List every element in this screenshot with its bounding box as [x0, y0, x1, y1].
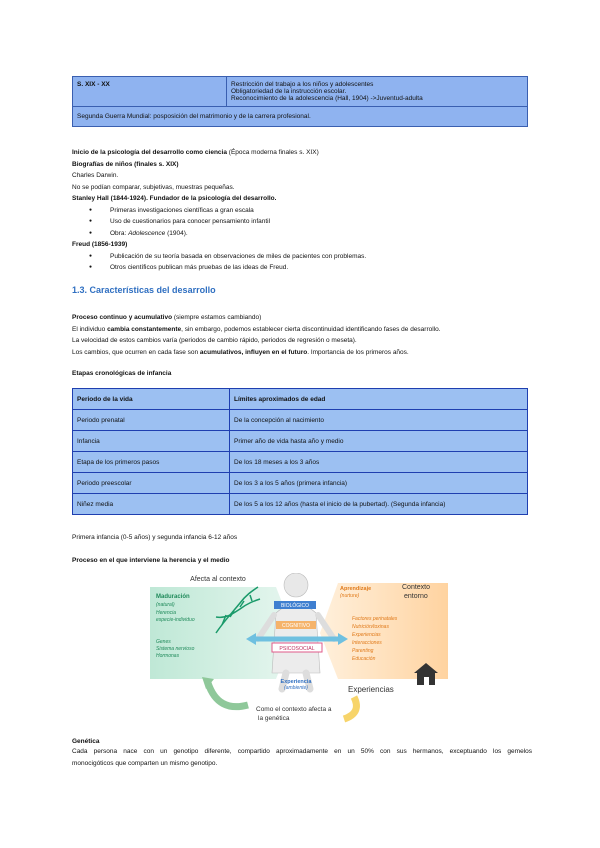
bottom-note-1: Como el contexto afecta a [256, 706, 332, 713]
characteristics-text [72, 312, 532, 358]
diagram-svg [148, 573, 450, 725]
left-item: Sistema nervioso [156, 646, 195, 652]
char-line-4: Los cambios, que ocurren en cada fase son acumulativos, influyen en el futuro. Importancia de los primeros años. [72, 348, 409, 356]
curved-arrow-right-icon [344, 697, 356, 719]
left-item: especie-individuo [156, 617, 195, 623]
list-item: ● Obra: Adolescence (1904). [72, 228, 532, 240]
event-line: Reconocimiento de la adolescencia (Hall, 1904) ->Juventud-adulta [231, 95, 423, 102]
history-line-3: Charles Darwin. [72, 172, 119, 179]
right-item: Educación [352, 656, 376, 662]
table-row [73, 494, 528, 515]
table-row [73, 431, 528, 452]
left-item: Herencia [156, 610, 177, 616]
top-label: Afecta al contexto [190, 576, 246, 583]
left-title: Maduración [156, 594, 190, 600]
history-line-1: Inicio de la psicología del desarrollo como ciencia (Época moderna finales s. XIX) [72, 149, 319, 156]
list-item: ● Publicación de su teoría basada en observaciones de miles de pacientes con problemas. [72, 251, 532, 263]
curved-arrow-left-icon [208, 683, 248, 707]
table-row [73, 473, 528, 494]
event-line: Obligatoriedad de la instrucción escolar. [231, 88, 347, 95]
history-line-6: Freud (1856-1939) [72, 241, 128, 248]
label-psychosocial: PSICOSOCIAL [279, 646, 315, 652]
table-cell: Primer año de vida hasta año y medio [230, 431, 528, 452]
left-item: Hormonas [156, 653, 180, 659]
center-bottom-title: Experiencia [280, 679, 312, 685]
genetics-line-2: monocigóticos que comparten un mismo genotipo. [72, 759, 218, 767]
experiences-label: Experiencias [348, 685, 394, 694]
right-item: Nutrición/toxinas [352, 624, 389, 630]
table-cell: De los 5 a los 12 años (hasta el inicio de la pubertad). (Segunda infancia) [230, 494, 528, 515]
history-line-5: Stanley Hall (1844-1924). Fundador de la psicología del desarrollo. [72, 195, 277, 202]
table-cell: Periodo preescolar [73, 473, 230, 494]
right-sub: (nurture) [340, 593, 360, 599]
table-row [73, 410, 528, 431]
left-item: Genes [156, 639, 171, 645]
char-line-2: El individuo cambia constantemente, sin embargo, podemos establecer cierta discontinuidad identificando fases de desarrollo. [72, 325, 441, 333]
label-cognitive: COGNITIVO [281, 623, 311, 629]
right-item: Interacciones [352, 640, 382, 646]
table-row [73, 452, 528, 473]
table-cell-period: S. XIX - XX [73, 77, 227, 107]
history-line-4: No se podían comparar, subjetivas, muestras pequeñas. [72, 183, 235, 191]
list-item: ● Primeras investigaciones científicas a gran escala [72, 205, 532, 217]
history-table [72, 76, 528, 127]
char-line-1: Proceso continuo y acumulativo (siempre estamos cambiando) [72, 314, 262, 321]
table-cell: De los 3 a los 5 años (primera infancia) [230, 473, 528, 494]
label-biological: BIOLÓGICO [280, 603, 310, 609]
history-text [72, 147, 532, 274]
history-line-2: Biografías de niños (finales s. XIX) [72, 160, 179, 168]
right-item: Parenting [352, 648, 374, 654]
list-item: ● Otros científicos publican más pruebas de las ideas de Freud. [72, 262, 532, 274]
table-cell: Periodo prenatal [73, 410, 230, 431]
center-bottom-sub: (ambiente) [284, 685, 308, 691]
table-cell: Etapa de los primeros pasos [73, 452, 230, 473]
left-sub: (natural) [156, 602, 175, 608]
char-line-3: La velocidad de estos cambios varía (periodos de cambio rápido, periodos de regresión o meseta). [72, 337, 357, 344]
stages-table [72, 388, 528, 515]
table-header-row [73, 389, 528, 410]
stages-heading: Etapas cronológicas de infancia [72, 370, 172, 377]
bottom-note-2: la genética [258, 715, 290, 722]
table-cell: Niñez media [73, 494, 230, 515]
after-table-text: Primera infancia (0-5 años) y segunda infancia 6-12 años [72, 534, 238, 541]
table-cell: De los 18 meses a los 3 años [230, 452, 528, 473]
right-title: Aprendizaje [340, 586, 372, 592]
right-context-2: entorno [404, 593, 428, 600]
right-item: Experiencias [352, 632, 381, 638]
right-item: Factores perinatales [352, 616, 398, 622]
heredity-environment-diagram [148, 573, 450, 725]
process-heading: Proceso en el que interviene la herencia y el medio [72, 557, 230, 564]
table-cell: Infancia [73, 431, 230, 452]
event-line: Restricción del trabajo a los niños y adolescentes [231, 81, 374, 88]
section-heading: 1.3. Características del desarrollo [72, 285, 216, 295]
genetics-text [72, 746, 532, 769]
right-context-1: Contexto [402, 584, 431, 591]
genetics-line-1: Cada persona nace con un genotipo diferente, compartido aproximadamente en un 50% con sus hermanos, exceptuando los gemelos [72, 748, 532, 755]
freud-bullet-list [72, 251, 532, 274]
table-cell-ww2: Segunda Guerra Mundial: posposición del matrimonio y de la carrera profesional. [73, 107, 528, 127]
table-header-cell: Límites aproximados de edad [230, 389, 528, 410]
list-item: ● Uso de cuestionarios para conocer pensamiento infantil [72, 216, 532, 228]
genetics-heading: Genética [72, 738, 100, 745]
table-cell-events [227, 77, 528, 107]
hall-bullet-list [72, 205, 532, 240]
table-header-cell: Periodo de la vida [73, 389, 230, 410]
table-cell: De la concepción al nacimiento [230, 410, 528, 431]
